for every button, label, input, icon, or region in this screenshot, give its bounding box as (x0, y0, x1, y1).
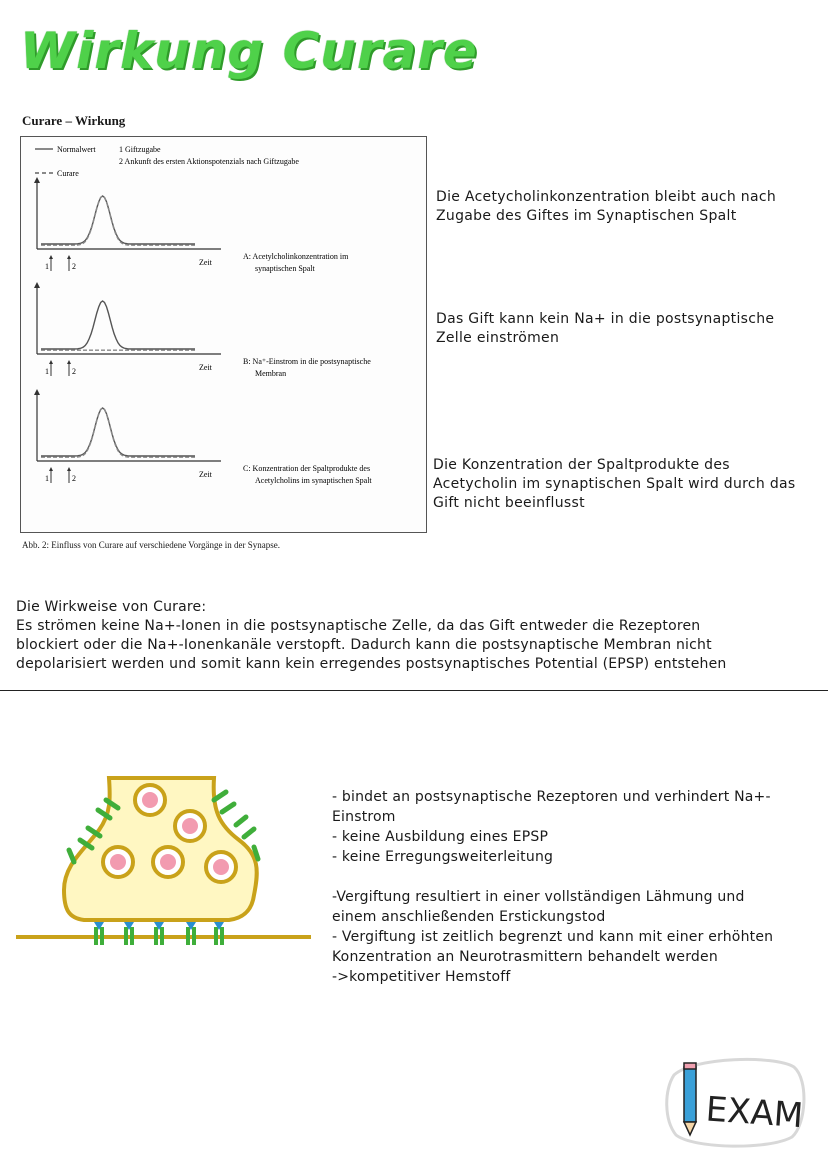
legend-curare-label: Curare (57, 169, 79, 178)
note-a (436, 188, 776, 226)
marker-label-1-C: 1 (45, 474, 49, 483)
effect-5-line1: - Vergiftung ist zeitlich begrenzt und kann mit einer erhöhten (332, 929, 774, 945)
marker-head-2-C (67, 467, 71, 471)
postsynaptic-receptors (94, 922, 224, 945)
receptor (154, 922, 164, 945)
synapse-illustration (14, 770, 314, 955)
effect-4-line1: -Vergiftung resultiert in einer vollständigen Lähmung und (332, 889, 745, 905)
x-label-C: Zeit (199, 470, 212, 479)
mechanism-line3: depolarisiert werden und somit kann kein erregendes postsynaptisches Potential (EPSP) entstehen (16, 656, 727, 672)
pencil-icon (684, 1063, 696, 1135)
y-axis-arrow-C (34, 389, 40, 395)
divider (0, 690, 828, 691)
curare-figure (20, 136, 427, 533)
marker-head-1-B (49, 360, 53, 364)
vesicle (206, 852, 236, 882)
note-a-line1: Die Acetycholinkonzentration bleibt auch nach (436, 189, 777, 205)
legend-item-2: 2 Ankunft des ersten Aktionspotenzials nach Giftzugabe (119, 157, 299, 166)
panel-caption-line2-B: Membran (255, 369, 287, 378)
receptor (94, 922, 104, 945)
series-line-C-normalwert (41, 408, 195, 456)
exam-logo-text: EXAM (704, 1089, 805, 1137)
marker-label-1-A: 1 (45, 262, 49, 271)
receptor (124, 922, 134, 945)
note-b-line2: Zelle einströmen (436, 330, 560, 346)
marker-label-1-B: 1 (45, 367, 49, 376)
effect-3: - keine Erregungsweiterleitung (332, 849, 554, 865)
exam-logo (664, 1055, 809, 1150)
effect-5-line2: Konzentration an Neurotrasmittern behandelt werden (332, 949, 718, 965)
vesicle (153, 847, 183, 877)
marker-label-2-A: 2 (72, 262, 76, 271)
effect-1-line2: Einstrom (332, 809, 396, 825)
panel-caption-line1-A: A: Acetylcholinkonzentration im (243, 252, 349, 261)
panel-caption-line2-A: synaptischen Spalt (255, 264, 315, 273)
effects-list (332, 787, 822, 987)
series-line-B-normalwert (41, 301, 195, 349)
figure-title: Curare – Wirkung (22, 113, 126, 128)
panel-caption-line1-B: B: Na⁺-Einstrom in die postsynaptische (243, 357, 371, 366)
panel-caption-line1-C: C: Konzentration der Spaltprodukte des (243, 464, 371, 473)
note-c-line1: Die Konzentration der Spaltprodukte des (433, 457, 730, 473)
vesicle (175, 811, 205, 841)
legend-item-1: 1 Giftzugabe (119, 145, 161, 154)
effect-1-line1: - bindet an postsynaptische Rezeptoren und verhindert Na+- (332, 789, 771, 805)
mechanism-section (16, 598, 816, 674)
vesicle (135, 785, 165, 815)
series-line-C-curare (41, 408, 195, 457)
note-c-line3: Gift nicht beeinflusst (433, 495, 585, 511)
marker-label-2-C: 2 (72, 474, 76, 483)
x-label-A: Zeit (199, 258, 212, 267)
marker-head-1-C (49, 467, 53, 471)
y-axis-arrow-B (34, 282, 40, 288)
series-line-A-curare (41, 196, 195, 245)
curare-chart-svg (21, 137, 426, 532)
mechanism-line1: Es strömen keine Na+-Ionen in die postsynaptische Zelle, da das Gift entweder die Rezeptoren (16, 618, 701, 634)
note-a-line2: Zugabe des Giftes im Synaptischen Spalt (436, 208, 737, 224)
receptor (186, 922, 196, 945)
mechanism-heading: Die Wirkweise von Curare: (16, 599, 207, 615)
effect-6: ->kompetitiver Hemstoff (332, 969, 511, 985)
note-c-line2: Acetycholin im synaptischen Spalt wird durch das (433, 476, 796, 492)
note-c (433, 456, 796, 513)
figure-caption: Abb. 2: Einfluss von Curare auf verschiedene Vorgänge in der Synapse. (22, 540, 280, 550)
page-title: Wirkung Curare (20, 22, 478, 80)
marker-head-1-A (49, 255, 53, 259)
vesicle (103, 847, 133, 877)
marker-head-2-A (67, 255, 71, 259)
marker-head-2-B (67, 360, 71, 364)
mechanism-line2: blockiert oder die Na+-Ionenkanäle verstopft. Dadurch kann die postsynaptische Membran nicht (16, 637, 712, 653)
x-label-B: Zeit (199, 363, 212, 372)
note-b-line1: Das Gift kann kein Na+ in die postsynaptische (436, 311, 775, 327)
note-b (436, 310, 774, 348)
effect-2: - keine Ausbildung eines EPSP (332, 829, 549, 845)
marker-label-2-B: 2 (72, 367, 76, 376)
y-axis-arrow-A (34, 177, 40, 183)
effect-4-line2: einem anschließenden Erstickungstod (332, 909, 606, 925)
series-line-A-normalwert (41, 196, 195, 244)
receptor (214, 922, 224, 945)
panel-caption-line2-C: Acetylcholins im synaptischen Spalt (255, 476, 372, 485)
legend-normal-label: Normalwert (57, 145, 96, 154)
